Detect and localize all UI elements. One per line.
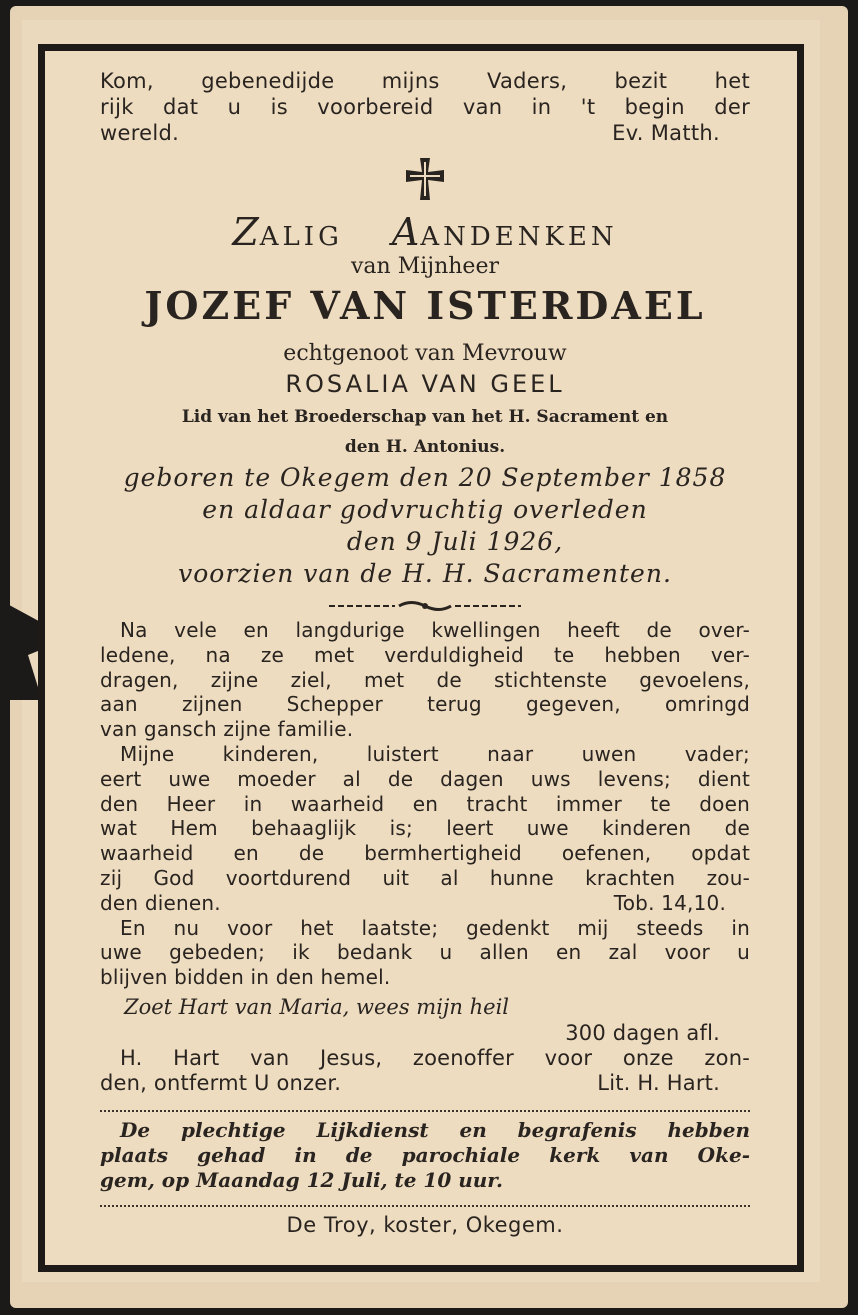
title-initial-a: A <box>391 210 421 254</box>
text-line: uwe gebeden; ik bedank u allen en zal voor u <box>100 940 750 965</box>
membership-line-2: den H. Antonius. <box>344 437 506 457</box>
text-line: wat Hem behaaglijk is; leert uwe kinderen de <box>100 816 750 841</box>
text-line: De plechtige Lijkdienst en begrafenis hebben <box>120 1117 750 1142</box>
cross-icon <box>100 156 750 206</box>
text-line: H. Hart van Jesus, zoenoffer voor onze zon- <box>120 1045 750 1070</box>
sacraments-line: voorzien van de H. H. Sacramenten. <box>178 559 672 588</box>
text-line: gem, op Maandag 12 Juli, te 10 uur. <box>100 1167 503 1192</box>
spouse-name: ROSALIA VAN GEEL <box>285 370 565 398</box>
title-word-1: ALIG <box>259 222 343 252</box>
prayer-jesus <box>100 1046 750 1096</box>
text-line: zij God voortdurend uit al hunne krachten zou- <box>100 865 750 890</box>
text-line <box>100 891 750 916</box>
printer-credit: De Troy, koster, Okegem. <box>100 1205 750 1237</box>
membership-line-1: Lid van het Broederschap van het H. Sacrament en <box>181 407 669 427</box>
paragraph-children <box>100 742 750 916</box>
text-line: Na vele en langdurige kwellingen heeft de over- <box>120 618 750 642</box>
verse-line-3-text: wereld. <box>100 121 180 145</box>
text-line: En nu voor het laatste; gedenkt mij steeds in <box>120 915 750 940</box>
life-dates <box>100 462 750 590</box>
text-line: van gansch zijne familie. <box>100 717 354 742</box>
prayer-maria: Zoet Hart van Maria, wees mijn heil <box>124 994 510 1019</box>
verse-line-1: Kom, gebenedijde mijns Vaders, bezit het <box>100 69 750 93</box>
text-line: aan zijnen Schepper terug gegeven, omringd <box>100 692 750 717</box>
paragraph-farewell <box>100 916 750 990</box>
text-fragment: den, ontfermt U onzer. <box>100 1070 342 1095</box>
death-line-2: den 9 Juli 1926, <box>346 527 564 556</box>
van-mijnheer: van Mijnheer <box>351 254 499 279</box>
bible-verse <box>100 68 750 146</box>
text-line: ledene, na ze met verduldigheid te hebben ver- <box>100 642 750 667</box>
verse-line-2: rijk dat u is voorbereid van in 't begin der <box>100 95 750 119</box>
birth-line: geboren te Okegem den 20 September 1858 <box>123 463 727 492</box>
scripture-reference: Tob. 14,10. <box>613 890 726 915</box>
text-line: den Heer in waarheid en tracht immer te doen <box>100 791 750 816</box>
paragraph-suffering <box>100 618 750 742</box>
membership <box>100 402 750 462</box>
indulgence: 300 dagen afl. <box>565 1020 720 1045</box>
verse-reference: Ev. Matth. <box>612 121 720 145</box>
text-line: blijven bidden in den hemel. <box>100 965 391 990</box>
spouse-prefix: echtgenoot van Mevrouw <box>283 341 567 366</box>
text-line: plaats gehad in de parochiale kerk van Oke- <box>100 1142 750 1167</box>
funeral-notice <box>100 1110 750 1193</box>
text-line: eert uwe moeder al de dagen uws levens; dient <box>100 766 750 791</box>
title-initial-z: Z <box>232 210 260 254</box>
deceased-name: JOZEF VAN ISTERDAEL <box>144 283 706 328</box>
text-line: waarheid en de bermhertigheid oefenen, opdat <box>100 841 750 866</box>
text-line <box>100 1071 750 1096</box>
text-line: dragen, zijne ziel, met de stichtenste gevoelens, <box>100 667 750 692</box>
card-title <box>100 210 750 254</box>
verse-line-3 <box>100 120 750 146</box>
card-content <box>100 68 750 1237</box>
litany-reference: Lit. H. Hart. <box>597 1070 720 1095</box>
title-word-2: ANDENKEN <box>420 222 618 252</box>
ornament-divider <box>100 598 750 618</box>
death-line-1: en aldaar godvruchtig overleden <box>202 495 648 524</box>
text-line: Mijne kinderen, luistert naar uwen vader; <box>120 741 750 766</box>
text-fragment: den dienen. <box>100 890 221 915</box>
